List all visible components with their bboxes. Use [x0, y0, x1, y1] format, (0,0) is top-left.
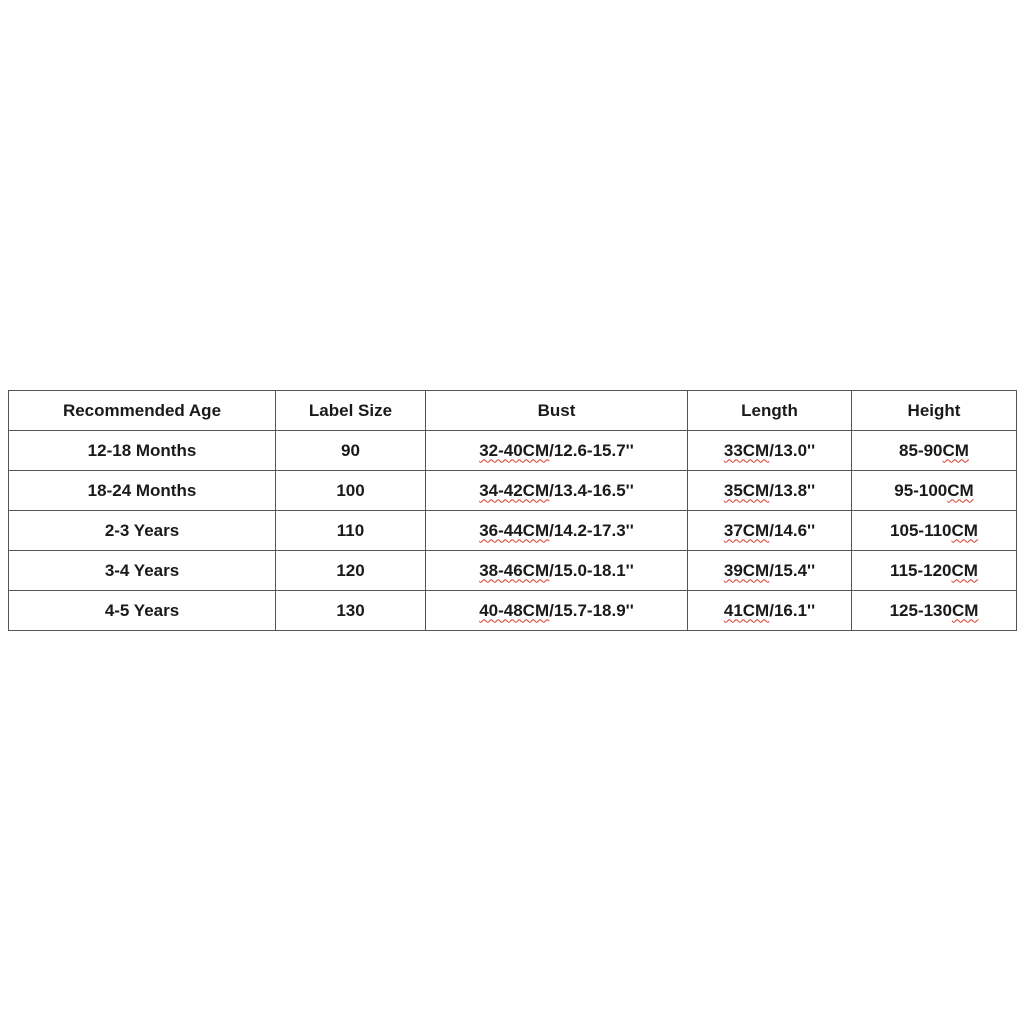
bust-cm: 32-40CM: [479, 440, 550, 460]
bust-in: /14.2-17.3'': [549, 520, 634, 540]
cell-age: 18-24 Months: [9, 471, 276, 511]
cell-bust: [426, 551, 688, 591]
cell-height: [852, 511, 1017, 551]
bust-in: /13.4-16.5'': [549, 480, 634, 500]
header-row: [9, 391, 1017, 431]
header-height: Height: [852, 391, 1017, 431]
cell-height: [852, 471, 1017, 511]
bust-cm: 38-46CM: [479, 560, 550, 580]
table-row: [9, 471, 1017, 511]
bust-in: /15.0-18.1'': [549, 560, 634, 580]
length-in: /13.8'': [769, 480, 816, 500]
height-unit: CM: [947, 480, 974, 500]
table-row: [9, 551, 1017, 591]
length-in: /14.6'': [769, 520, 816, 540]
bust-in: /15.7-18.9'': [549, 600, 634, 620]
length-cm: 33CM: [723, 440, 770, 460]
header-label-size: Label Size: [276, 391, 426, 431]
size-chart-table: [8, 390, 1017, 631]
height-num: 115-120: [890, 560, 952, 580]
cell-label-size: 130: [276, 591, 426, 631]
header-length: Length: [688, 391, 852, 431]
height-num: 95-100: [894, 480, 948, 500]
cell-age: 12-18 Months: [9, 431, 276, 471]
cell-bust: [426, 591, 688, 631]
table-row: [9, 431, 1017, 471]
cell-bust: [426, 431, 688, 471]
height-unit: CM: [951, 560, 978, 580]
cell-length: [688, 551, 852, 591]
bust-cm: 34-42CM: [479, 480, 550, 500]
height-unit: CM: [951, 600, 979, 620]
cell-label-size: 90: [276, 431, 426, 471]
cell-length: [688, 591, 852, 631]
cell-label-size: 100: [276, 471, 426, 511]
cell-label-size: 110: [276, 511, 426, 551]
height-unit: CM: [951, 520, 978, 540]
length-in: /16.1'': [769, 600, 816, 620]
cell-height: [852, 431, 1017, 471]
cell-height: [852, 551, 1017, 591]
cell-age: 2-3 Years: [9, 511, 276, 551]
length-cm: 41CM: [723, 600, 770, 620]
height-num: 85-90: [899, 440, 943, 460]
bust-cm: 36-44CM: [479, 520, 550, 540]
cell-length: [688, 431, 852, 471]
length-in: /15.4'': [769, 560, 816, 580]
cell-label-size: 120: [276, 551, 426, 591]
cell-age: 4-5 Years: [9, 591, 276, 631]
cell-length: [688, 511, 852, 551]
table-row: [9, 511, 1017, 551]
height-num: 105-110: [890, 520, 952, 540]
length-in: /13.0'': [769, 440, 816, 460]
cell-height: [852, 591, 1017, 631]
bust-cm: 40-48CM: [479, 600, 550, 620]
height-unit: CM: [942, 440, 969, 460]
length-cm: 37CM: [723, 520, 770, 540]
cell-bust: [426, 511, 688, 551]
length-cm: 35CM: [723, 480, 770, 500]
header-recommended-age: Recommended Age: [9, 391, 276, 431]
cell-bust: [426, 471, 688, 511]
table-row: [9, 591, 1017, 631]
bust-in: /12.6-15.7'': [549, 440, 634, 460]
cell-length: [688, 471, 852, 511]
height-num: 125-130: [889, 600, 952, 620]
length-cm: 39CM: [723, 560, 770, 580]
cell-age: 3-4 Years: [9, 551, 276, 591]
header-bust: Bust: [426, 391, 688, 431]
